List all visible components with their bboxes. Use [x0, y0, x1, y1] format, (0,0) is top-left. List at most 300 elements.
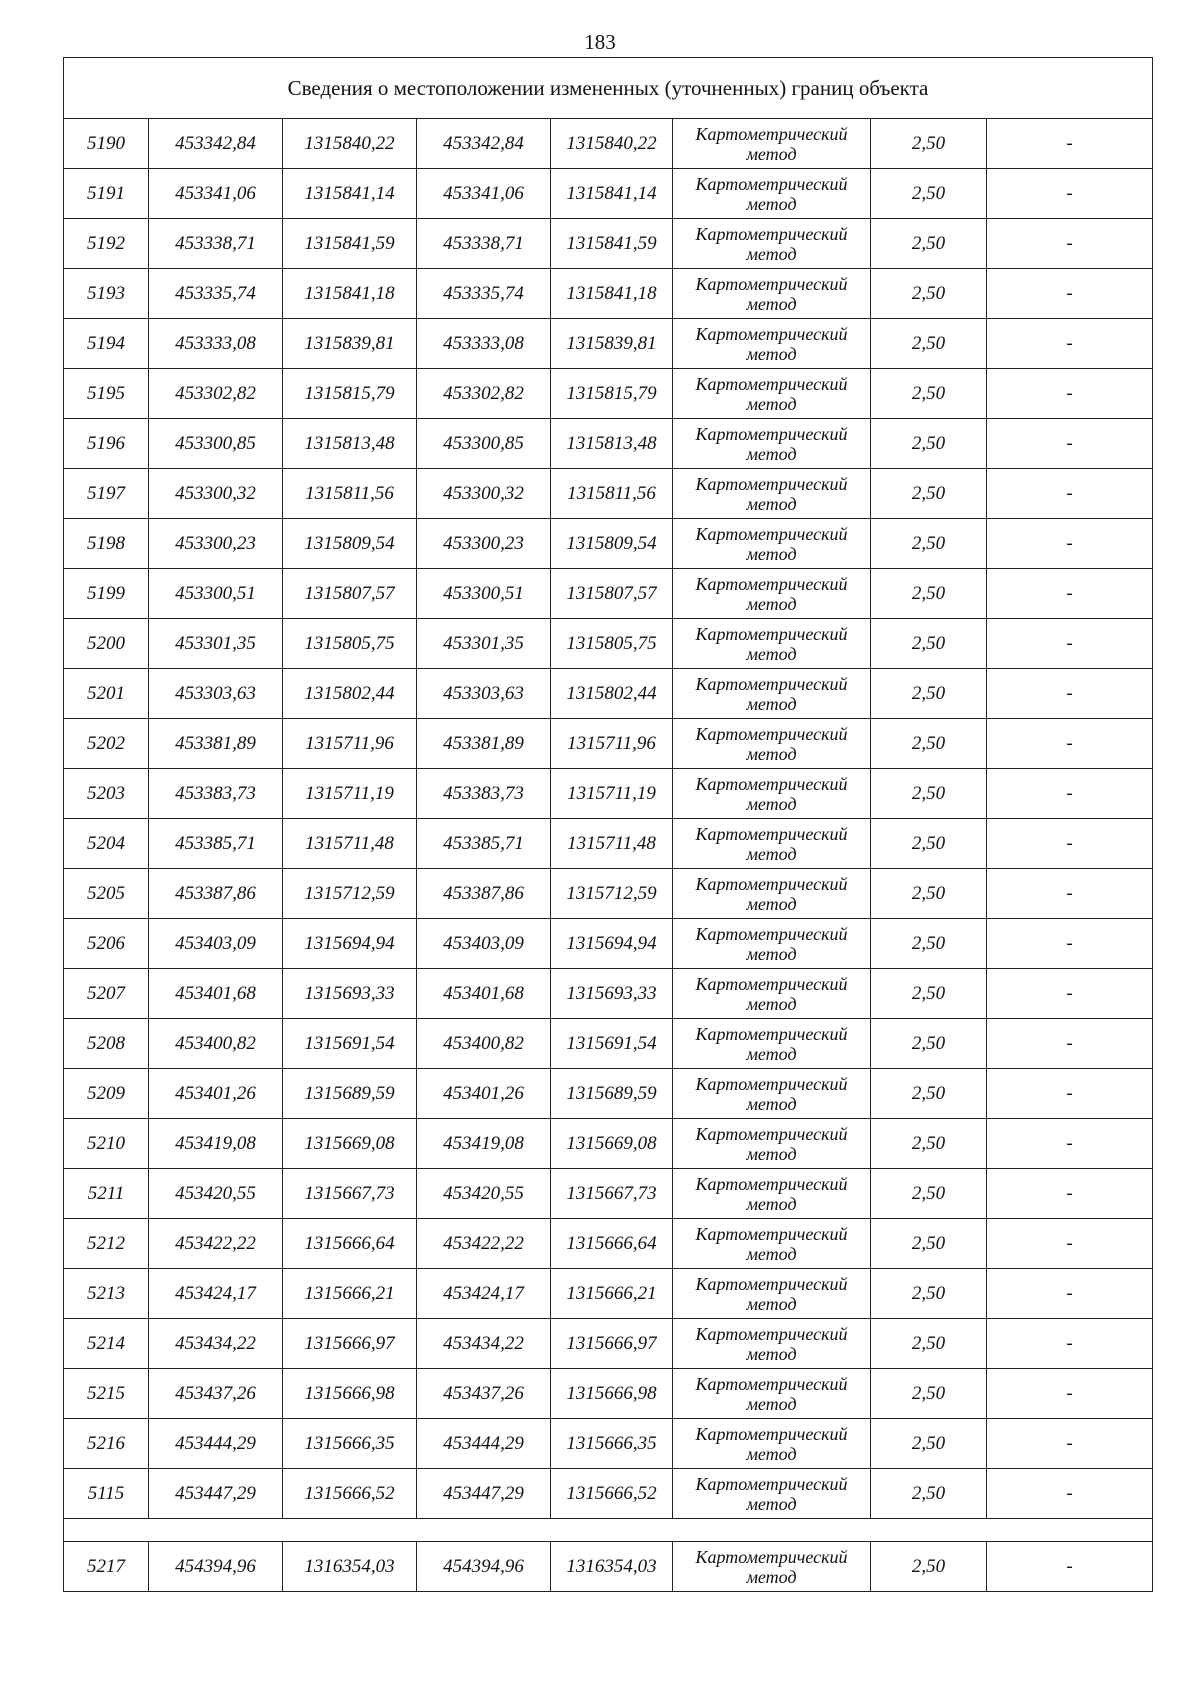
method-line-2: метод [746, 343, 797, 364]
new-x-cell: 453300,32 [417, 469, 551, 519]
existing-y-cell: 1315809,54 [283, 519, 417, 569]
new-y-cell: 1315691,54 [551, 1019, 673, 1069]
method-line-1: Картометрический [695, 873, 848, 894]
note-cell: - [987, 1069, 1153, 1119]
method-line-1: Картометрический [695, 673, 848, 694]
method-line-2: метод [746, 1143, 797, 1164]
new-y-cell: 1315689,59 [551, 1069, 673, 1119]
method-line-1: Картометрический [695, 1273, 848, 1294]
note-cell: - [987, 469, 1153, 519]
new-y-cell: 1315711,96 [551, 719, 673, 769]
method-line-1: Картометрический [695, 923, 848, 944]
method-cell [673, 769, 871, 819]
new-y-cell: 1315712,59 [551, 869, 673, 919]
existing-x-cell: 453300,23 [149, 519, 283, 569]
method-line-2: метод [746, 993, 797, 1014]
accuracy-cell: 2,50 [871, 269, 987, 319]
new-x-cell: 453387,86 [417, 869, 551, 919]
existing-x-cell: 453400,82 [149, 1019, 283, 1069]
new-x-cell: 453419,08 [417, 1119, 551, 1169]
point-number-cell: 5115 [64, 1469, 149, 1519]
new-y-cell: 1315666,64 [551, 1219, 673, 1269]
method-cell [673, 469, 871, 519]
new-x-cell: 453301,35 [417, 619, 551, 669]
accuracy-cell: 2,50 [871, 1542, 987, 1592]
point-number-cell: 5207 [64, 969, 149, 1019]
method-line-1: Картометрический [695, 723, 848, 744]
table-row [64, 719, 1153, 769]
point-number-cell: 5196 [64, 419, 149, 469]
method-cell [673, 1469, 871, 1519]
new-y-cell: 1315809,54 [551, 519, 673, 569]
accuracy-cell: 2,50 [871, 619, 987, 669]
point-number-cell: 5214 [64, 1319, 149, 1369]
accuracy-cell: 2,50 [871, 719, 987, 769]
table-row [64, 619, 1153, 669]
existing-y-cell: 1315712,59 [283, 869, 417, 919]
table-row [64, 219, 1153, 269]
point-number-cell: 5216 [64, 1419, 149, 1469]
existing-y-cell: 1315666,64 [283, 1219, 417, 1269]
method-line-2: метод [746, 1043, 797, 1064]
point-number-cell: 5209 [64, 1069, 149, 1119]
spacer-cell [64, 1519, 1153, 1542]
existing-y-cell: 1315711,19 [283, 769, 417, 819]
new-y-cell: 1315813,48 [551, 419, 673, 469]
point-number-cell: 5195 [64, 369, 149, 419]
method-line-2: метод [746, 193, 797, 214]
point-number-cell: 5194 [64, 319, 149, 369]
note-cell: - [987, 1219, 1153, 1269]
method-line-2: метод [746, 593, 797, 614]
method-line-1: Картометрический [695, 123, 848, 144]
method-cell [673, 119, 871, 169]
existing-x-cell: 453338,71 [149, 219, 283, 269]
method-line-2: метод [746, 1093, 797, 1114]
existing-y-cell: 1315689,59 [283, 1069, 417, 1119]
method-cell [673, 1169, 871, 1219]
new-y-cell: 1315840,22 [551, 119, 673, 169]
point-number-cell: 5206 [64, 919, 149, 969]
point-number-cell: 5205 [64, 869, 149, 919]
existing-y-cell: 1315694,94 [283, 919, 417, 969]
point-number-cell: 5199 [64, 569, 149, 619]
method-line-2: метод [746, 1343, 797, 1364]
new-y-cell: 1315815,79 [551, 369, 673, 419]
accuracy-cell: 2,50 [871, 869, 987, 919]
new-x-cell: 453447,29 [417, 1469, 551, 1519]
spacer-row [64, 1519, 1153, 1542]
table-row [64, 169, 1153, 219]
new-y-cell: 1315711,19 [551, 769, 673, 819]
table-title: Сведения о местоположении измененных (уточненных) границ объекта [64, 58, 1153, 119]
new-x-cell: 453400,82 [417, 1019, 551, 1069]
existing-x-cell: 453424,17 [149, 1269, 283, 1319]
method-cell [673, 719, 871, 769]
accuracy-cell: 2,50 [871, 1069, 987, 1119]
accuracy-cell: 2,50 [871, 1119, 987, 1169]
new-x-cell: 453300,23 [417, 519, 551, 569]
method-line-1: Картометрический [695, 573, 848, 594]
method-line-2: метод [746, 1566, 797, 1587]
method-cell [673, 1542, 871, 1592]
new-x-cell: 453302,82 [417, 369, 551, 419]
method-line-2: метод [746, 643, 797, 664]
accuracy-cell: 2,50 [871, 769, 987, 819]
existing-y-cell: 1315666,52 [283, 1469, 417, 1519]
accuracy-cell: 2,50 [871, 319, 987, 369]
note-cell: - [987, 719, 1153, 769]
existing-x-cell: 453403,09 [149, 919, 283, 969]
method-line-2: метод [746, 843, 797, 864]
note-cell: - [987, 269, 1153, 319]
note-cell: - [987, 669, 1153, 719]
new-x-cell: 453403,09 [417, 919, 551, 969]
method-cell [673, 819, 871, 869]
method-line-1: Картометрический [695, 1373, 848, 1394]
method-cell [673, 619, 871, 669]
method-line-1: Картометрический [695, 1073, 848, 1094]
accuracy-cell: 2,50 [871, 569, 987, 619]
method-cell [673, 269, 871, 319]
table-row [64, 969, 1153, 1019]
method-line-1: Картометрический [695, 423, 848, 444]
existing-y-cell: 1315805,75 [283, 619, 417, 669]
new-x-cell: 453420,55 [417, 1169, 551, 1219]
table-row [64, 319, 1153, 369]
note-cell: - [987, 769, 1153, 819]
note-cell: - [987, 169, 1153, 219]
existing-x-cell: 453341,06 [149, 169, 283, 219]
new-x-cell: 453385,71 [417, 819, 551, 869]
method-line-2: метод [746, 1243, 797, 1264]
point-number-cell: 5190 [64, 119, 149, 169]
accuracy-cell: 2,50 [871, 1369, 987, 1419]
table-row [64, 1169, 1153, 1219]
table-row [64, 419, 1153, 469]
new-x-cell: 453422,22 [417, 1219, 551, 1269]
new-y-cell: 1315841,14 [551, 169, 673, 219]
method-line-1: Картометрический [695, 973, 848, 994]
new-y-cell: 1315711,48 [551, 819, 673, 869]
point-number-cell: 5210 [64, 1119, 149, 1169]
existing-x-cell: 453422,22 [149, 1219, 283, 1269]
existing-x-cell: 453301,35 [149, 619, 283, 669]
method-cell [673, 369, 871, 419]
method-cell [673, 969, 871, 1019]
note-cell: - [987, 369, 1153, 419]
existing-y-cell: 1315807,57 [283, 569, 417, 619]
new-x-cell: 453381,89 [417, 719, 551, 769]
method-line-2: метод [746, 543, 797, 564]
new-y-cell: 1315666,97 [551, 1319, 673, 1369]
new-x-cell: 453338,71 [417, 219, 551, 269]
new-x-cell: 453341,06 [417, 169, 551, 219]
existing-x-cell: 453300,51 [149, 569, 283, 619]
method-cell [673, 669, 871, 719]
method-cell [673, 319, 871, 369]
new-x-cell: 453401,26 [417, 1069, 551, 1119]
new-y-cell: 1315666,21 [551, 1269, 673, 1319]
table-row [64, 1119, 1153, 1169]
existing-x-cell: 453419,08 [149, 1119, 283, 1169]
existing-y-cell: 1315839,81 [283, 319, 417, 369]
point-number-cell: 5212 [64, 1219, 149, 1269]
note-cell: - [987, 1369, 1153, 1419]
method-line-1: Картометрический [695, 373, 848, 394]
method-cell [673, 1269, 871, 1319]
method-cell [673, 1369, 871, 1419]
accuracy-cell: 2,50 [871, 819, 987, 869]
point-number-cell: 5192 [64, 219, 149, 269]
existing-x-cell: 453381,89 [149, 719, 283, 769]
method-line-2: метод [746, 1493, 797, 1514]
point-number-cell: 5193 [64, 269, 149, 319]
existing-y-cell: 1315693,33 [283, 969, 417, 1019]
method-line-2: метод [746, 893, 797, 914]
accuracy-cell: 2,50 [871, 1019, 987, 1069]
table-row [64, 469, 1153, 519]
method-line-2: метод [746, 443, 797, 464]
point-number-cell: 5211 [64, 1169, 149, 1219]
method-line-1: Картометрический [695, 823, 848, 844]
method-line-1: Картометрический [695, 223, 848, 244]
existing-y-cell: 1315667,73 [283, 1169, 417, 1219]
new-x-cell: 453401,68 [417, 969, 551, 1019]
note-cell: - [987, 419, 1153, 469]
new-y-cell: 1315807,57 [551, 569, 673, 619]
existing-y-cell: 1315691,54 [283, 1019, 417, 1069]
method-line-2: метод [746, 743, 797, 764]
table-row [64, 1269, 1153, 1319]
method-line-1: Картометрический [695, 1173, 848, 1194]
point-number-cell: 5208 [64, 1019, 149, 1069]
method-line-1: Картометрический [695, 523, 848, 544]
table-row [64, 869, 1153, 919]
method-line-1: Картометрический [695, 323, 848, 344]
method-line-2: метод [746, 1443, 797, 1464]
method-cell [673, 1119, 871, 1169]
note-cell: - [987, 1469, 1153, 1519]
new-x-cell: 453303,63 [417, 669, 551, 719]
note-cell: - [987, 319, 1153, 369]
existing-x-cell: 453434,22 [149, 1319, 283, 1369]
existing-x-cell: 453383,73 [149, 769, 283, 819]
point-number-cell: 5204 [64, 819, 149, 869]
method-line-1: Картометрический [695, 773, 848, 794]
new-y-cell: 1315805,75 [551, 619, 673, 669]
method-line-2: метод [746, 1293, 797, 1314]
point-number-cell: 5200 [64, 619, 149, 669]
method-line-1: Картометрический [695, 1123, 848, 1144]
method-line-1: Картометрический [695, 1546, 848, 1567]
accuracy-cell: 2,50 [871, 1419, 987, 1469]
accuracy-cell: 2,50 [871, 219, 987, 269]
method-line-2: метод [746, 293, 797, 314]
new-x-cell: 453333,08 [417, 319, 551, 369]
new-y-cell: 1315693,33 [551, 969, 673, 1019]
existing-x-cell: 453300,85 [149, 419, 283, 469]
existing-x-cell: 453302,82 [149, 369, 283, 419]
existing-y-cell: 1316354,03 [283, 1542, 417, 1592]
existing-y-cell: 1315666,98 [283, 1369, 417, 1419]
new-x-cell: 453300,85 [417, 419, 551, 469]
existing-x-cell: 453385,71 [149, 819, 283, 869]
existing-x-cell: 453444,29 [149, 1419, 283, 1469]
note-cell: - [987, 1269, 1153, 1319]
table-row [64, 1069, 1153, 1119]
note-cell: - [987, 1119, 1153, 1169]
existing-y-cell: 1315711,48 [283, 819, 417, 869]
new-x-cell: 454394,96 [417, 1542, 551, 1592]
accuracy-cell: 2,50 [871, 669, 987, 719]
table-row [64, 919, 1153, 969]
point-number-cell: 5198 [64, 519, 149, 569]
table-row [64, 369, 1153, 419]
new-y-cell: 1315841,18 [551, 269, 673, 319]
page-number: 183 [584, 30, 616, 54]
table-row [64, 1019, 1153, 1069]
new-y-cell: 1316354,03 [551, 1542, 673, 1592]
table-row [64, 119, 1153, 169]
accuracy-cell: 2,50 [871, 1269, 987, 1319]
note-cell: - [987, 569, 1153, 619]
table-row [64, 1469, 1153, 1519]
new-y-cell: 1315802,44 [551, 669, 673, 719]
table-row [64, 1219, 1153, 1269]
method-line-1: Картометрический [695, 1473, 848, 1494]
accuracy-cell: 2,50 [871, 119, 987, 169]
existing-y-cell: 1315669,08 [283, 1119, 417, 1169]
existing-x-cell: 454394,96 [149, 1542, 283, 1592]
existing-y-cell: 1315841,14 [283, 169, 417, 219]
accuracy-cell: 2,50 [871, 1169, 987, 1219]
method-line-1: Картометрический [695, 1023, 848, 1044]
method-line-1: Картометрический [695, 173, 848, 194]
existing-y-cell: 1315841,59 [283, 219, 417, 269]
accuracy-cell: 2,50 [871, 1319, 987, 1369]
point-number-cell: 5215 [64, 1369, 149, 1419]
point-number-cell: 5191 [64, 169, 149, 219]
new-y-cell: 1315666,98 [551, 1369, 673, 1419]
existing-y-cell: 1315813,48 [283, 419, 417, 469]
method-cell [673, 419, 871, 469]
new-x-cell: 453342,84 [417, 119, 551, 169]
method-line-1: Картометрический [695, 1423, 848, 1444]
method-cell [673, 569, 871, 619]
boundary-coordinates-table [63, 57, 1153, 1592]
table-row [64, 519, 1153, 569]
new-x-cell: 453335,74 [417, 269, 551, 319]
new-y-cell: 1315839,81 [551, 319, 673, 369]
accuracy-cell: 2,50 [871, 169, 987, 219]
note-cell: - [987, 119, 1153, 169]
existing-x-cell: 453420,55 [149, 1169, 283, 1219]
note-cell: - [987, 919, 1153, 969]
note-cell: - [987, 1019, 1153, 1069]
existing-x-cell: 453401,68 [149, 969, 283, 1019]
table-row [64, 1319, 1153, 1369]
method-line-1: Картометрический [695, 623, 848, 644]
note-cell: - [987, 819, 1153, 869]
note-cell: - [987, 869, 1153, 919]
table-row [64, 819, 1153, 869]
existing-x-cell: 453401,26 [149, 1069, 283, 1119]
note-cell: - [987, 219, 1153, 269]
method-line-2: метод [746, 693, 797, 714]
new-x-cell: 453437,26 [417, 1369, 551, 1419]
method-cell [673, 869, 871, 919]
note-cell: - [987, 519, 1153, 569]
method-line-2: метод [746, 393, 797, 414]
new-x-cell: 453424,17 [417, 1269, 551, 1319]
method-cell [673, 219, 871, 269]
table-row [64, 1419, 1153, 1469]
new-x-cell: 453434,22 [417, 1319, 551, 1369]
existing-y-cell: 1315811,56 [283, 469, 417, 519]
method-line-1: Картометрический [695, 273, 848, 294]
existing-x-cell: 453335,74 [149, 269, 283, 319]
existing-y-cell: 1315711,96 [283, 719, 417, 769]
existing-y-cell: 1315802,44 [283, 669, 417, 719]
existing-x-cell: 453387,86 [149, 869, 283, 919]
table-title-row [64, 58, 1153, 119]
method-line-1: Картометрический [695, 473, 848, 494]
existing-y-cell: 1315666,35 [283, 1419, 417, 1469]
accuracy-cell: 2,50 [871, 419, 987, 469]
accuracy-cell: 2,50 [871, 969, 987, 1019]
method-line-2: метод [746, 943, 797, 964]
method-line-2: метод [746, 243, 797, 264]
method-line-2: метод [746, 1393, 797, 1414]
note-cell: - [987, 619, 1153, 669]
table-row [64, 1542, 1153, 1592]
accuracy-cell: 2,50 [871, 469, 987, 519]
existing-x-cell: 453342,84 [149, 119, 283, 169]
existing-y-cell: 1315666,21 [283, 1269, 417, 1319]
new-y-cell: 1315667,73 [551, 1169, 673, 1219]
method-cell [673, 1069, 871, 1119]
note-cell: - [987, 969, 1153, 1019]
existing-x-cell: 453437,26 [149, 1369, 283, 1419]
table-row [64, 269, 1153, 319]
accuracy-cell: 2,50 [871, 369, 987, 419]
new-y-cell: 1315666,35 [551, 1419, 673, 1469]
existing-y-cell: 1315840,22 [283, 119, 417, 169]
method-line-1: Картометрический [695, 1323, 848, 1344]
point-number-cell: 5197 [64, 469, 149, 519]
point-number-cell: 5203 [64, 769, 149, 819]
method-line-2: метод [746, 1193, 797, 1214]
method-cell [673, 519, 871, 569]
method-line-2: метод [746, 793, 797, 814]
accuracy-cell: 2,50 [871, 1469, 987, 1519]
new-x-cell: 453300,51 [417, 569, 551, 619]
new-y-cell: 1315841,59 [551, 219, 673, 269]
accuracy-cell: 2,50 [871, 919, 987, 969]
existing-x-cell: 453303,63 [149, 669, 283, 719]
method-cell [673, 1019, 871, 1069]
new-y-cell: 1315811,56 [551, 469, 673, 519]
new-y-cell: 1315666,52 [551, 1469, 673, 1519]
new-y-cell: 1315669,08 [551, 1119, 673, 1169]
table-row [64, 769, 1153, 819]
existing-x-cell: 453447,29 [149, 1469, 283, 1519]
existing-y-cell: 1315841,18 [283, 269, 417, 319]
point-number-cell: 5201 [64, 669, 149, 719]
method-cell [673, 919, 871, 969]
method-line-1: Картометрический [695, 1223, 848, 1244]
